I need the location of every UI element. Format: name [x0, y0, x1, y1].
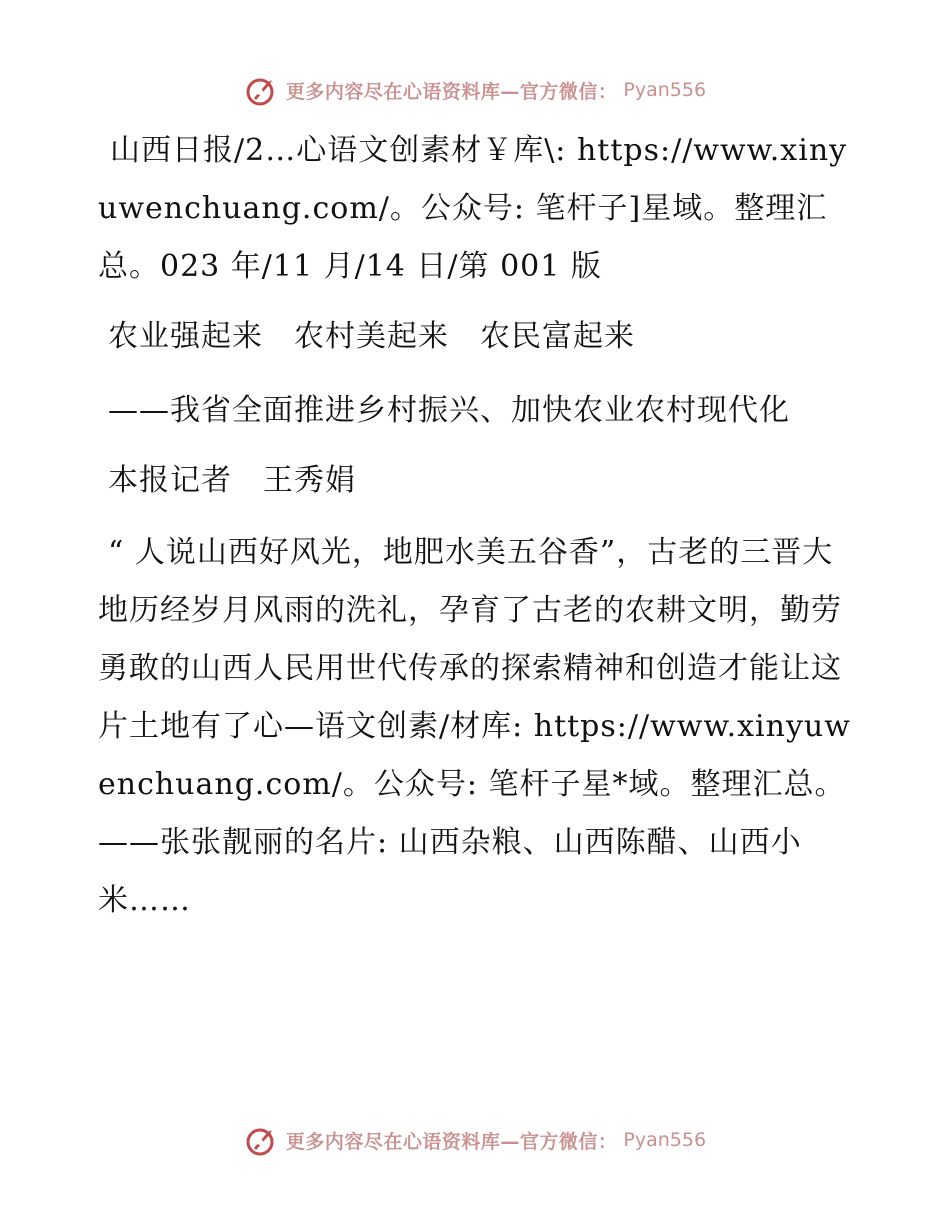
watermark-text: 更多内容尽在心语资料库—官方微信： — [285, 80, 618, 103]
watermark-banner-top — [0, 70, 950, 110]
watermark-banner-bottom — [0, 1120, 950, 1160]
article-subtitle: ——我省全面推进乡村振兴、加快农业农村现代化 — [108, 393, 790, 428]
article-byline: 本报记者 王秀娟 — [108, 463, 356, 498]
article-header: 山西日报/2…心语文创素材￥库\: https://www.xinyuwenchuang.com/。公众号: 笔杆子]星域。整理汇总。023 年/11 月/14 日/第 001 版 — [98, 133, 848, 284]
article-title: 农业强起来 农村美起来 农民富起来 — [108, 319, 635, 354]
article-body: “ 人说山西好风光，地肥水美五谷香”，古老的三晋大地历经岁月风雨的洗礼，孕育了古老的农耕文明，勤劳勇敢的山西人民用世代传承的探索精神和创造才能让这片土地有了心—语文创素/材库: https://www.xinyuwenchuang.com/。公众号: 笔杆子星*域。整理汇总。——张张靓丽的名片: 山西杂粮、山西陈醋、山西小米…… — [98, 535, 851, 918]
article-content — [98, 122, 858, 930]
pen-circle-logo-icon — [244, 72, 280, 108]
pen-circle-logo-icon — [244, 1122, 280, 1158]
watermark-text: 更多内容尽在心语资料库—官方微信： — [285, 1130, 618, 1153]
watermark-wechat-id: Pyan556 — [623, 1129, 707, 1151]
watermark-wechat-id: Pyan556 — [623, 79, 707, 101]
